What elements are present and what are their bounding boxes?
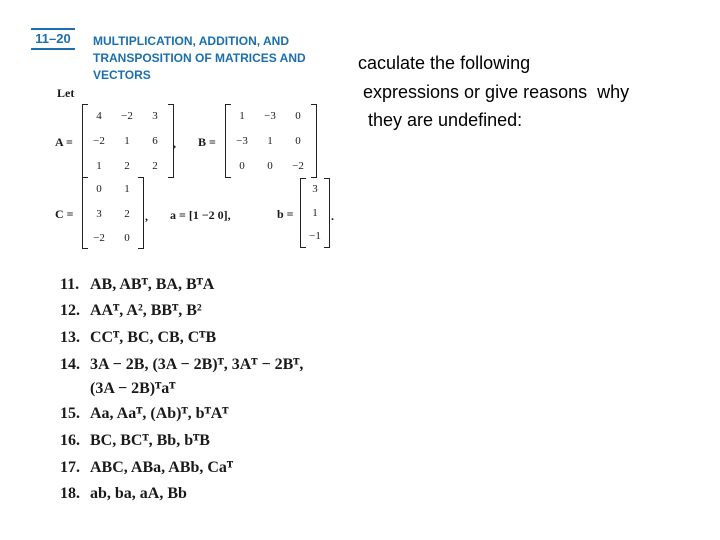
- exercise-number: 11.: [60, 276, 80, 293]
- matrix-a-cell: −2: [93, 135, 105, 147]
- matrix-a-suffix: ,: [173, 136, 176, 150]
- exercise-text: (3A − 2B)ᵀaᵀ: [90, 380, 176, 397]
- matrix-a-cell: 2: [152, 160, 158, 172]
- exercise-text: ABC, ABa, ABb, Caᵀ: [90, 459, 234, 476]
- instruction-line-2: expressions or give reasons why: [358, 82, 630, 102]
- matrix-a-cell: 4: [96, 110, 102, 122]
- section-number: 11–20: [31, 28, 75, 50]
- section-title-line-1: MULTIPLICATION, ADDITION, AND: [93, 34, 289, 48]
- matrix-c-cell: 0: [124, 232, 130, 244]
- matrix-c-cell: 0: [96, 183, 102, 195]
- vector-b-cell: 1: [312, 207, 318, 219]
- matrix-b-cell: 0: [295, 135, 301, 147]
- matrix-b-cell: 0: [267, 160, 273, 172]
- exercise-15: [60, 405, 228, 423]
- matrix-b: [225, 104, 317, 178]
- matrix-a-cell: 3: [152, 110, 158, 122]
- matrix-c-cell: 1: [124, 183, 130, 195]
- matrix-a-cell: −2: [121, 110, 133, 122]
- exercise-number: 13.: [60, 329, 80, 346]
- matrix-a-cell: 1: [124, 135, 130, 147]
- section-title: [93, 33, 333, 84]
- exercise-number: 18.: [60, 485, 80, 502]
- exercise-13: [60, 329, 216, 347]
- exercise-11: [60, 276, 214, 294]
- exercise-number: 16.: [60, 432, 80, 449]
- exercise-text: AAᵀ, A², BBᵀ, B²: [90, 302, 202, 319]
- matrix-b-label: B =: [198, 135, 216, 149]
- vector-b-cell: 3: [312, 183, 318, 195]
- exercise-text: BC, BCᵀ, Bb, bᵀB: [90, 432, 210, 449]
- exercise-12: [60, 302, 202, 320]
- section-title-line-2: TRANSPOSITION OF MATRICES AND: [93, 51, 306, 65]
- exercise-number: 12.: [60, 302, 80, 319]
- section-title-line-3: VECTORS: [93, 68, 151, 82]
- matrix-c-suffix: ,: [145, 209, 148, 223]
- exercise-14-continued: [60, 380, 175, 398]
- matrix-c-cell: −2: [93, 232, 105, 244]
- exercise-number: 15.: [60, 405, 80, 422]
- exercise-18: [60, 485, 187, 503]
- matrix-a-label: A =: [55, 135, 73, 149]
- instruction-line-1: caculate the following: [358, 53, 531, 73]
- exercise-text: CCᵀ, BC, CB, CᵀB: [90, 329, 217, 346]
- vector-b: [300, 178, 330, 248]
- vector-b-suffix: .: [331, 209, 334, 223]
- vector-b-label: b =: [277, 207, 294, 221]
- matrix-b-cell: −3: [236, 135, 248, 147]
- matrix-b-cell: −3: [264, 110, 276, 122]
- vector-a: a = [1 −2 0],: [170, 208, 231, 222]
- exercise-17: [60, 459, 233, 477]
- exercise-14: [60, 356, 303, 374]
- exercise-text: 3A − 2B, (3A − 2B)ᵀ, 3Aᵀ − 2Bᵀ,: [90, 356, 304, 373]
- matrix-b-cell: 0: [239, 160, 245, 172]
- exercise-text: AB, ABᵀ, BA, BᵀA: [90, 276, 215, 293]
- matrix-a-cell: 1: [96, 160, 102, 172]
- exercise-text: ab, ba, aA, Bb: [90, 485, 187, 502]
- exercise-number: 17.: [60, 459, 80, 476]
- matrix-b-cell: 1: [267, 135, 273, 147]
- exercise-number: 14.: [60, 356, 80, 373]
- matrix-a-cell: 2: [124, 160, 130, 172]
- matrix-c: [82, 177, 144, 249]
- exercise-16: [60, 432, 210, 450]
- vector-b-cell: −1: [309, 230, 321, 242]
- matrix-b-cell: 0: [295, 110, 301, 122]
- instruction-line-3: they are undefined:: [358, 110, 523, 130]
- matrix-a: [82, 104, 174, 178]
- matrix-a-cell: 6: [152, 135, 158, 147]
- matrix-b-cell: −2: [292, 160, 304, 172]
- exercise-text: Aa, Aaᵀ, (Ab)ᵀ, bᵀAᵀ: [90, 405, 229, 422]
- matrix-c-label: C =: [55, 207, 74, 221]
- matrix-c-cell: 2: [124, 208, 130, 220]
- let-label: Let: [57, 86, 75, 100]
- matrix-c-cell: 3: [96, 208, 102, 220]
- matrix-b-cell: 1: [239, 110, 245, 122]
